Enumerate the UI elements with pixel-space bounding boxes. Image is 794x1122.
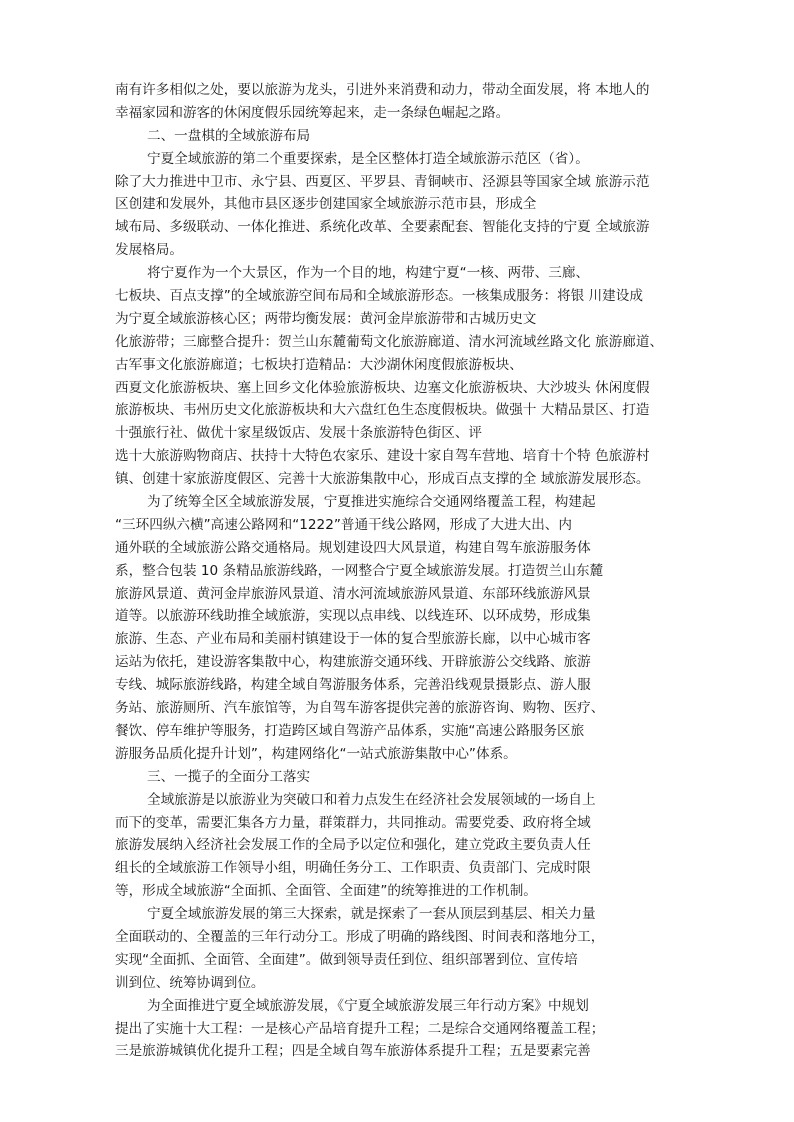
text-line: 游服务品质化提升计划”，构建网络化“一站式旅游集散中心”体系。 [115,745,517,762]
text-line: 除了大力推进中卫市、永宁县、西夏区、平罗县、青铜峡市、泾源县等国家全域 旅游示范 [115,173,650,190]
text-line: 区创建和发展外，其他市县区逐步创建国家全域旅游示范市县，形成全 [115,196,537,213]
text-line: 训到位、统筹协调到位。 [115,974,265,991]
text-line: 选十大旅游购物商店、扶持十大特色农家乐、建设十家自驾车营地、培育十个特 色旅游村 [115,448,650,465]
text-line: 道等。以旅游环线助推全域旅游，实现以点串线、以线连环、以环成势，形成集 [115,608,591,625]
text-line: 为全面推进宁夏全域旅游发展，《宁夏全域旅游发展三年行动方案》中规划 [147,997,589,1014]
text-line: 幸福家园和游客的休闲度假乐园统筹起来，走一条绿色崛起之路。 [115,104,510,121]
text-line: 二、一盘棋的全域旅游布局 [147,127,311,144]
text-line: 化旅游带；三廊整合提升：贺兰山东麓葡萄文化旅游廊道、清水河流域丝路文化 旅游廊道、 [115,333,664,350]
text-line: 全域旅游是以旅游业为突破口和着力点发生在经济社会发展领域的一场自上 [147,791,596,808]
text-line: 全面联动的、全覆盖的三年行动分工。形成了明确的路线图、时间表和落地分工， [115,928,605,945]
text-line: 宁夏全域旅游发展的第三大探索，就是探索了一套从顶层到基层、相关力量 [147,906,596,923]
text-line: 为宁夏全域旅游核心区；两带均衡发展：黄河金岸旅游带和古城历史文 [115,310,537,327]
text-line: 旅游风景道、黄河金岸旅游风景道、清水河流域旅游风景道、东部环线旅游风景 [115,585,591,602]
text-line: 西夏文化旅游板块、塞上回乡文化体验旅游板块、边塞文化旅游板块、大沙坡头 休闲度假 [115,379,650,396]
text-line: 专线、城际旅游线路，构建全域自驾游服务体系，完善沿线观景摄影点、游人服 [115,677,591,694]
document-body [115,79,680,1063]
text-line: 镇、创建十家旅游度假区、完善十大旅游集散中心，形成百点支撑的全 域旅游发展形态。 [115,471,650,488]
text-line: 南有许多相似之处，要以旅游为龙头，引进外来消费和动力，带动全面发展，将 本地人的 [115,82,650,98]
text-line: 十强旅行社、做优十家星级饭店、发展十条旅游特色街区、评 [115,425,483,442]
text-line: 七板块、百点支撑”的全域旅游空间布局和全域旅游形态。一核集成服务：将银 川建设成 [115,288,643,305]
text-line: 实现“全面抓、全面管、全面建”。做到领导责任到位、组织部署到位、宣传培 [115,951,578,968]
text-line: 提出了实施十大工程：一是核心产品培育提升工程；二是综合交通网络覆盖工程； [115,1020,605,1037]
text-line: 系，整合包装 10 条精品旅游线路，一网整合宁夏全域旅游发展。打造贺兰山东麓 [115,562,604,579]
text-line: 务站、旅游厕所、汽车旅馆等，为自驾车游客提供完善的旅游咨询、购物、医疗、 [115,700,605,717]
text-line: 组长的全域旅游工作领导小组，明确任务分工、工作职责、负责部门、完成时限 [115,860,591,877]
text-line: 旅游发展纳入经济社会发展工作的全局予以定位和强化，建立党政主要负责人任 [115,837,591,854]
text-line: 旅游、生态、产业布局和美丽村镇建设于一体的复合型旅游长廊，以中心城市客 [115,631,591,648]
text-line: 餐饮、停车维护等服务，打造跨区域自驾游产品体系，实施“高速公路服务区旅 [115,722,585,739]
text-line: 古军事文化旅游廊道；七板块打造精品：大沙湖休闲度假旅游板块、 [115,356,523,373]
text-line: 宁夏全域旅游的第二个重要探索，是全区整体打造全域旅游示范区（省）。 [147,150,589,167]
text-line: 旅游板块、韦州历史文化旅游板块和大六盘红色生态度假板块。做强十 大精品景区、打造 [115,402,650,419]
text-line: 等，形成全域旅游“全面抓、全面管、全面建”的统筹推进的工作机制。 [115,883,537,900]
text-line: “三环四纵六横”高速公路网和“1222”普通干线公路网，形成了大进大出、内 [115,516,572,533]
text-line: 为了统筹全区全域旅游发展，宁夏推进实施综合交通网络覆盖工程，构建起 [147,494,596,511]
text-line: 而下的变革，需要汇集各方力量，群策群力，共同推动。需要党委、政府将全域 [115,814,591,831]
text-line: 运站为依托，建设游客集散中心，构建旅游交通环线、开辟旅游公交线路、旅游 [115,654,591,671]
text-line: 将宁夏作为一个大景区，作为一个目的地，构建宁夏“一核、两带、三廊、 [147,265,590,282]
text-line: 三是旅游城镇优化提升工程；四是全域自驾车旅游体系提升工程；五是要素完善 [115,1043,591,1060]
text-line: 三、一揽子的全面分工落实 [147,768,311,785]
text-line: 域布局、多级联动、一体化推进、系统化改革、全要素配套、智能化支持的宁夏 全域旅游 [115,219,650,236]
text-line: 通外联的全域旅游公路交通格局。规划建设四大风景道，构建自驾车旅游服务体 [115,539,591,556]
text-line: 发展格局。 [115,242,183,259]
